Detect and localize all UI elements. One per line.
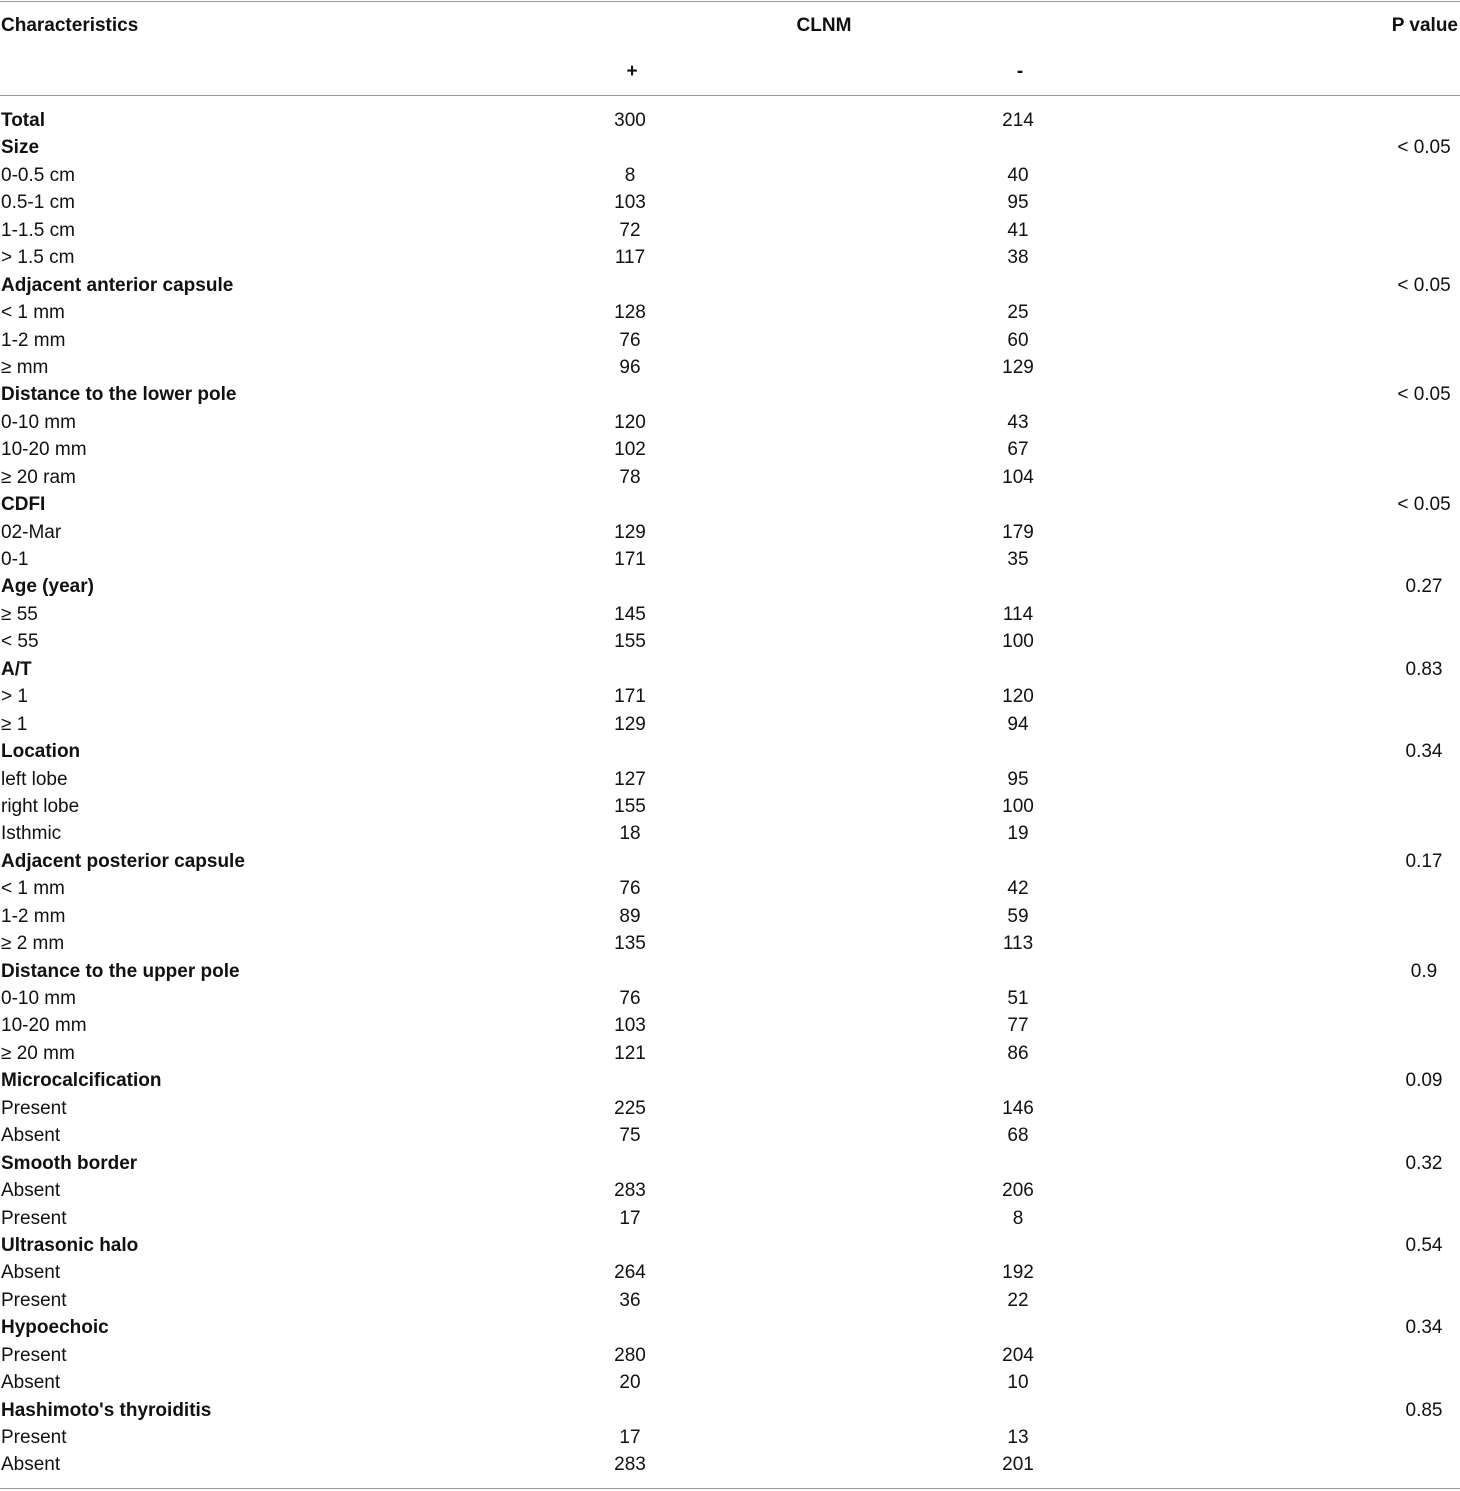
row-label: right lobe xyxy=(1,795,80,817)
table-row xyxy=(0,793,1460,820)
header-p-value: P value xyxy=(1391,15,1458,36)
row-p-value: 0.34 xyxy=(1405,741,1443,763)
table-row xyxy=(0,711,1460,738)
row-clnm-positive: 264 xyxy=(614,1262,646,1284)
table-row xyxy=(0,1012,1460,1039)
row-label: CDFI xyxy=(1,494,46,516)
row-label: left lobe xyxy=(1,768,68,790)
table-row xyxy=(0,217,1460,244)
row-label: Isthmic xyxy=(1,823,62,845)
table-row xyxy=(0,601,1460,628)
row-label: Age (year) xyxy=(1,576,94,598)
table-row xyxy=(0,1122,1460,1149)
row-clnm-negative: 40 xyxy=(1007,164,1029,186)
row-label: 10-20 mm xyxy=(1,439,87,461)
row-clnm-negative: 100 xyxy=(1002,631,1034,653)
row-label: Ultrasonic halo xyxy=(1,1234,139,1256)
table-row xyxy=(0,1287,1460,1314)
table-row xyxy=(0,766,1460,793)
table-row-category xyxy=(0,958,1460,985)
table-row-category xyxy=(0,134,1460,161)
row-label: Total xyxy=(1,110,45,131)
row-clnm-positive: 78 xyxy=(619,466,641,488)
row-clnm-negative: 41 xyxy=(1007,219,1029,241)
row-label: 0-1 xyxy=(1,549,29,570)
row-label: 0-10 mm xyxy=(1,411,76,433)
table-row xyxy=(0,519,1460,546)
row-clnm-negative: 43 xyxy=(1007,411,1029,433)
row-label: 1-2 mm xyxy=(1,905,66,927)
table-row xyxy=(0,1205,1460,1232)
row-clnm-negative: 95 xyxy=(1007,768,1029,790)
row-label: Present xyxy=(1,1427,67,1448)
row-clnm-positive: 171 xyxy=(614,549,646,570)
row-clnm-positive: 283 xyxy=(614,1180,646,1202)
table-row-category xyxy=(0,272,1460,299)
row-clnm-negative: 120 xyxy=(1002,686,1034,708)
row-clnm-negative: 95 xyxy=(1007,192,1029,214)
table-row xyxy=(0,189,1460,216)
table-row xyxy=(0,1451,1460,1478)
row-label: Microcalcification xyxy=(1,1070,162,1092)
row-p-value: 0.34 xyxy=(1405,1317,1443,1339)
table-row-category xyxy=(0,107,1460,134)
row-clnm-positive: 171 xyxy=(614,686,646,708)
table-body xyxy=(0,107,1460,1479)
row-label: ≥ 1 xyxy=(1,713,28,735)
row-clnm-positive: 75 xyxy=(619,1125,641,1147)
row-p-value: 0.85 xyxy=(1405,1399,1443,1421)
row-clnm-negative: 146 xyxy=(1002,1097,1034,1119)
row-clnm-negative: 104 xyxy=(1002,466,1034,488)
row-clnm-positive: 18 xyxy=(619,823,641,845)
row-clnm-negative: 10 xyxy=(1007,1372,1029,1394)
row-label: Distance to the lower pole xyxy=(1,384,237,406)
row-p-value: 0.83 xyxy=(1405,658,1443,680)
table-row xyxy=(0,683,1460,710)
row-clnm-positive: 8 xyxy=(624,164,636,186)
row-clnm-positive: 300 xyxy=(614,110,646,131)
row-clnm-negative: 129 xyxy=(1002,356,1034,378)
row-clnm-negative: 13 xyxy=(1007,1427,1029,1448)
row-clnm-negative: 35 xyxy=(1007,549,1029,570)
table-row-category xyxy=(0,491,1460,518)
table-row xyxy=(0,1040,1460,1067)
table-row-category xyxy=(0,381,1460,408)
row-p-value: 0.27 xyxy=(1405,576,1443,598)
row-p-value: 0.9 xyxy=(1410,960,1438,982)
table-row xyxy=(0,1177,1460,1204)
row-label: Distance to the upper pole xyxy=(1,960,240,982)
row-clnm-positive: 103 xyxy=(614,1015,646,1037)
table-row xyxy=(0,985,1460,1012)
row-clnm-negative: 51 xyxy=(1007,988,1029,1009)
table-row xyxy=(0,299,1460,326)
row-label: < 1 mm xyxy=(1,302,65,324)
row-clnm-positive: 76 xyxy=(619,329,641,351)
table-row-category xyxy=(0,848,1460,875)
row-clnm-positive: 103 xyxy=(614,192,646,214)
table-row-category xyxy=(0,573,1460,600)
row-label: ≥ 2 mm xyxy=(1,933,65,955)
row-label: < 55 xyxy=(1,631,39,653)
row-clnm-negative: 86 xyxy=(1007,1042,1029,1064)
table-row-category xyxy=(0,656,1460,683)
row-clnm-negative: 59 xyxy=(1007,905,1029,927)
row-clnm-positive: 128 xyxy=(614,302,646,324)
table-row xyxy=(0,820,1460,847)
table-row xyxy=(0,1424,1460,1451)
table-row-category xyxy=(0,1067,1460,1094)
row-label: > 1.5 cm xyxy=(1,247,75,269)
table-row xyxy=(0,903,1460,930)
row-clnm-positive: 145 xyxy=(614,603,646,625)
table-row-category xyxy=(0,1232,1460,1259)
row-label: Adjacent posterior capsule xyxy=(1,850,245,872)
table-row xyxy=(0,327,1460,354)
row-clnm-positive: 89 xyxy=(619,905,641,927)
row-label: Present xyxy=(1,1289,67,1311)
row-label: Size xyxy=(1,137,40,159)
row-p-value: 0.09 xyxy=(1405,1070,1443,1092)
table-row xyxy=(0,464,1460,491)
row-clnm-negative: 113 xyxy=(1002,933,1034,955)
row-clnm-negative: 204 xyxy=(1002,1344,1034,1366)
row-clnm-negative: 100 xyxy=(1002,795,1034,817)
row-clnm-negative: 192 xyxy=(1002,1262,1034,1284)
row-clnm-positive: 120 xyxy=(614,411,646,433)
row-clnm-positive: 121 xyxy=(614,1042,646,1064)
row-label: > 1 xyxy=(1,686,28,708)
row-p-value: < 0.05 xyxy=(1397,494,1451,516)
row-clnm-positive: 17 xyxy=(619,1207,641,1229)
table-row xyxy=(0,354,1460,381)
row-clnm-positive: 155 xyxy=(614,795,646,817)
row-clnm-positive: 17 xyxy=(619,1427,641,1448)
row-clnm-negative: 60 xyxy=(1007,329,1029,351)
row-clnm-negative: 201 xyxy=(1002,1454,1034,1476)
row-clnm-negative: 206 xyxy=(1002,1180,1034,1202)
table-row xyxy=(0,1369,1460,1396)
table-row-category xyxy=(0,1314,1460,1341)
row-label: 0-0.5 cm xyxy=(1,164,75,186)
table-row xyxy=(0,1259,1460,1286)
row-label: ≥ 55 xyxy=(1,603,38,625)
row-clnm-positive: 102 xyxy=(614,439,646,461)
table-row-category xyxy=(0,1150,1460,1177)
row-clnm-negative: 19 xyxy=(1007,823,1029,845)
row-label: A/T xyxy=(1,658,32,680)
header-clnm-positive: + xyxy=(626,61,638,82)
row-clnm-negative: 38 xyxy=(1007,247,1029,269)
row-clnm-negative: 8 xyxy=(1012,1207,1024,1229)
row-clnm-positive: 225 xyxy=(614,1097,646,1119)
row-label: 0-10 mm xyxy=(1,988,76,1009)
row-label: Present xyxy=(1,1344,67,1366)
row-label: Absent xyxy=(1,1454,61,1476)
table-row xyxy=(0,930,1460,957)
row-p-value: 0.54 xyxy=(1405,1234,1443,1256)
row-label: 10-20 mm xyxy=(1,1015,87,1037)
row-label: ≥ 20 ram xyxy=(1,466,76,488)
header-separator-rule xyxy=(0,95,1460,96)
row-clnm-positive: 76 xyxy=(619,988,641,1009)
row-label: 0.5-1 cm xyxy=(1,192,75,214)
row-clnm-positive: 36 xyxy=(619,1289,641,1311)
row-label: 1-2 mm xyxy=(1,329,66,351)
row-clnm-positive: 283 xyxy=(614,1454,646,1476)
row-label: Present xyxy=(1,1097,67,1119)
row-clnm-positive: 96 xyxy=(619,356,641,378)
row-clnm-positive: 129 xyxy=(614,713,646,735)
row-label: Absent xyxy=(1,1125,61,1147)
row-clnm-negative: 25 xyxy=(1007,302,1029,324)
table-row xyxy=(0,628,1460,655)
row-clnm-positive: 155 xyxy=(614,631,646,653)
table-row xyxy=(0,875,1460,902)
row-clnm-positive: 127 xyxy=(614,768,646,790)
header-clnm-negative: - xyxy=(1016,61,1024,82)
row-p-value: < 0.05 xyxy=(1397,137,1451,159)
row-clnm-positive: 117 xyxy=(614,247,646,269)
table-row xyxy=(0,546,1460,573)
header-clnm: CLNM xyxy=(796,15,852,36)
row-clnm-negative: 214 xyxy=(1002,110,1034,131)
row-label: Absent xyxy=(1,1372,61,1394)
row-label: Hashimoto's thyroiditis xyxy=(1,1399,212,1421)
row-clnm-negative: 179 xyxy=(1002,521,1034,543)
row-clnm-positive: 135 xyxy=(614,933,646,955)
row-clnm-negative: 67 xyxy=(1007,439,1029,461)
row-p-value: < 0.05 xyxy=(1397,274,1451,296)
row-label: Present xyxy=(1,1207,67,1229)
table-bottom-rule xyxy=(0,1488,1460,1489)
row-label: Smooth border xyxy=(1,1152,138,1174)
row-label: 02-Mar xyxy=(1,521,62,543)
table-row xyxy=(0,409,1460,436)
row-label: Absent xyxy=(1,1262,61,1284)
row-clnm-negative: 94 xyxy=(1007,713,1029,735)
row-label: Location xyxy=(1,741,81,763)
row-label: Absent xyxy=(1,1180,61,1202)
row-clnm-positive: 280 xyxy=(614,1344,646,1366)
header-characteristics: Characteristics xyxy=(1,15,139,36)
row-clnm-positive: 129 xyxy=(614,521,646,543)
row-clnm-negative: 42 xyxy=(1007,878,1029,900)
table-row xyxy=(0,244,1460,271)
row-clnm-positive: 76 xyxy=(619,878,641,900)
row-clnm-negative: 68 xyxy=(1007,1125,1029,1147)
table-top-rule xyxy=(0,1,1460,2)
table-row-category xyxy=(0,738,1460,765)
row-label: Hypoechoic xyxy=(1,1317,109,1339)
table-row xyxy=(0,436,1460,463)
row-clnm-positive: 20 xyxy=(619,1372,641,1394)
row-p-value: 0.17 xyxy=(1405,850,1443,872)
row-clnm-negative: 22 xyxy=(1007,1289,1029,1311)
row-clnm-positive: 72 xyxy=(619,219,641,241)
row-p-value: 0.32 xyxy=(1405,1152,1443,1174)
row-label: < 1 mm xyxy=(1,878,65,900)
table-row xyxy=(0,162,1460,189)
table-row-category xyxy=(0,1397,1460,1424)
row-clnm-negative: 114 xyxy=(1002,603,1034,625)
row-label: ≥ mm xyxy=(1,356,49,378)
row-p-value: < 0.05 xyxy=(1397,384,1451,406)
row-label: ≥ 20 mm xyxy=(1,1042,75,1064)
row-label: Adjacent anterior capsule xyxy=(1,274,234,296)
table-row xyxy=(0,1095,1460,1122)
table-row xyxy=(0,1342,1460,1369)
row-label: 1-1.5 cm xyxy=(1,219,75,241)
row-clnm-negative: 77 xyxy=(1007,1015,1029,1037)
